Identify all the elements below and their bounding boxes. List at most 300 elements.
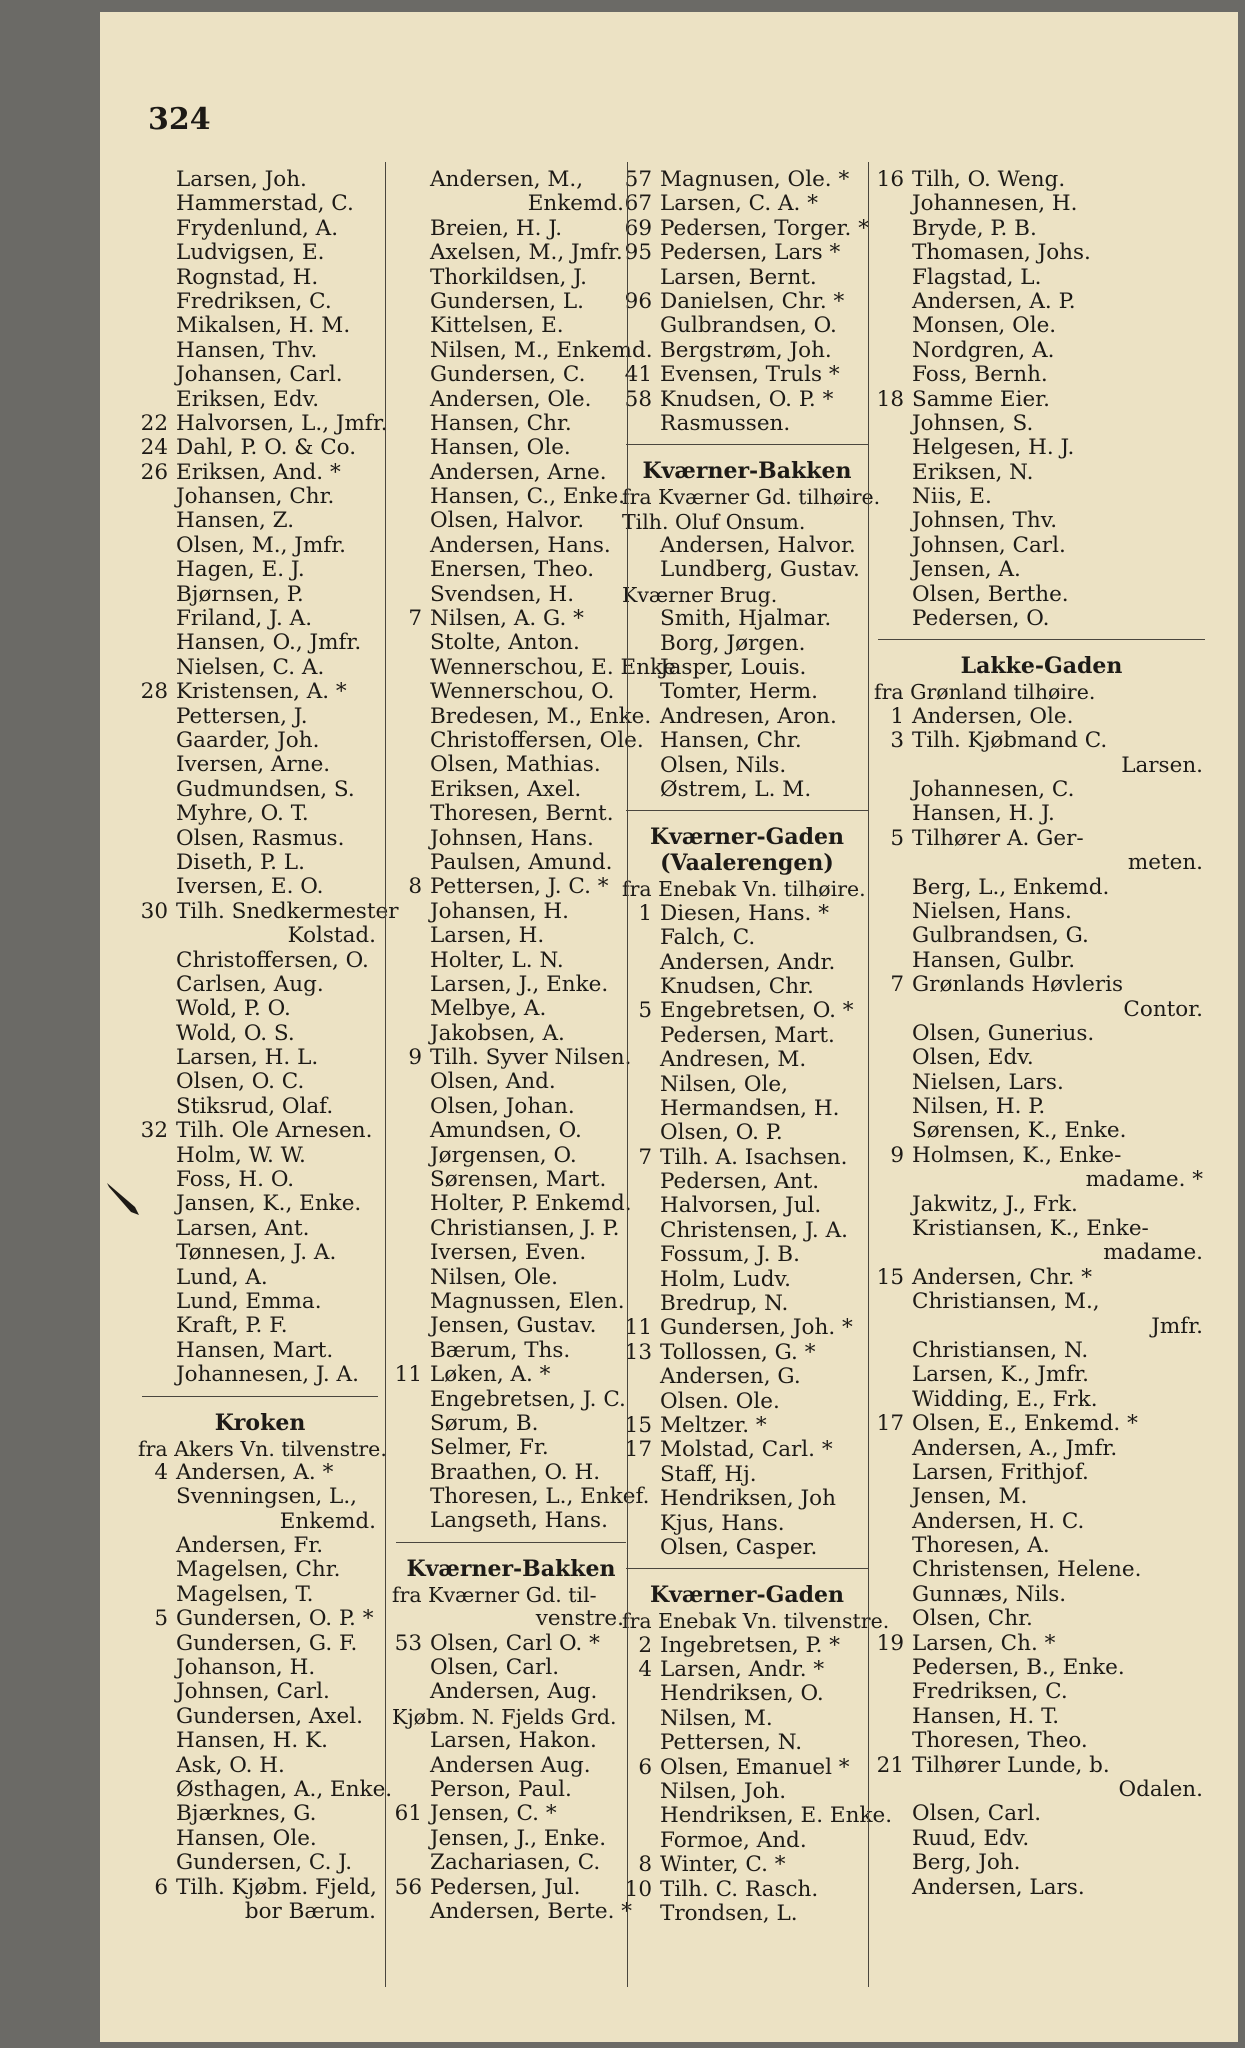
column-divider-1 xyxy=(385,162,386,1987)
house-number: 15 xyxy=(624,1412,652,1438)
resident-entry xyxy=(392,680,630,704)
resident-name: Evensen, Truls * xyxy=(660,362,840,388)
resident-entry xyxy=(874,1485,1209,1509)
resident-entry xyxy=(392,607,630,631)
resident-name: Johnsen, S. xyxy=(912,410,1034,436)
resident-name: Christoffersen, Ole. xyxy=(430,727,644,753)
house-number: 18 xyxy=(876,386,904,412)
resident-entry xyxy=(392,1266,630,1290)
resident-entry xyxy=(392,727,644,753)
resident-entry xyxy=(392,1119,630,1143)
street-heading: Lakke-Gaden xyxy=(960,653,1123,680)
resident-entry xyxy=(392,851,630,875)
house-number: 5 xyxy=(154,1606,168,1632)
resident-name: Pedersen, Ant. xyxy=(660,1169,820,1195)
house-number: 1 xyxy=(638,900,652,926)
resident-entry xyxy=(874,1827,1209,1851)
resident-entry xyxy=(138,1632,382,1656)
entry-continuation xyxy=(138,1900,382,1924)
resident-entry xyxy=(622,1170,872,1194)
resident-entry xyxy=(392,654,676,680)
resident-entry xyxy=(138,607,382,631)
resident-name: Tollossen, G. * xyxy=(660,1339,816,1365)
resident-entry xyxy=(392,534,630,558)
resident-entry xyxy=(874,314,1209,338)
resident-name: Larsen, J., Enke. xyxy=(430,971,609,997)
resident-entry xyxy=(622,1731,872,1755)
street-heading: Kværner-Gaden xyxy=(649,1582,845,1609)
resident-name: Christiansen, M., xyxy=(912,1289,1100,1315)
resident-entry xyxy=(392,461,630,485)
resident-entry xyxy=(874,583,1209,607)
entry-continuation xyxy=(874,1778,1209,1802)
resident-entry xyxy=(392,1851,630,1875)
resident-name: Andersen, Andr. xyxy=(660,949,836,975)
resident-name: Molstad, Carl. * xyxy=(660,1437,833,1463)
resident-name: Olsen, Berthe. xyxy=(912,581,1069,607)
resident-name: Brydе, P. B. xyxy=(912,215,1037,241)
resident-name: Bredrup, N. xyxy=(660,1291,789,1317)
resident-name: Jensen, Gustav. xyxy=(430,1313,597,1339)
resident-entry xyxy=(874,1412,1209,1436)
house-number: 53 xyxy=(394,1630,422,1656)
house-number: 9 xyxy=(890,1142,904,1168)
resident-entry xyxy=(138,485,382,509)
resident-entry xyxy=(392,1070,630,1094)
resident-name: Gundersen, C. J. xyxy=(176,1850,353,1876)
resident-entry xyxy=(874,900,1209,924)
resident-name: Kittelsen, E. xyxy=(430,313,564,339)
resident-entry xyxy=(874,1632,1209,1656)
resident-name: Eriksen, Axel. xyxy=(430,776,582,802)
resident-entry xyxy=(874,924,1209,948)
entry-continuation xyxy=(874,1241,1209,1265)
resident-name: Christiansen, N. xyxy=(912,1337,1089,1363)
street-note: Kværner Brug. xyxy=(622,582,778,607)
resident-entry xyxy=(622,1146,872,1170)
resident-name: Svendsen, H. xyxy=(430,581,575,607)
resident-entry xyxy=(874,1046,1209,1070)
resident-entry xyxy=(874,461,1209,485)
resident-name: Andersen, Arne. xyxy=(430,459,607,485)
resident-name: Østrem, L. M. xyxy=(660,776,812,802)
resident-name: Olsen, M., Jmfr. xyxy=(176,532,347,558)
resident-entry xyxy=(392,1802,630,1826)
resident-entry xyxy=(392,900,630,924)
resident-entry xyxy=(622,1268,872,1292)
resident-entry xyxy=(874,1193,1209,1217)
resident-name: Johansen, Chr. xyxy=(176,484,335,510)
resident-entry xyxy=(874,1558,1209,1582)
house-number: 8 xyxy=(408,874,422,900)
resident-entry xyxy=(138,1485,382,1509)
resident-name: Berg, L., Enkemd. xyxy=(912,874,1110,900)
resident-name: Kraft, P. F. xyxy=(176,1313,288,1339)
resident-entry xyxy=(138,1046,382,1070)
resident-name: Stiksrud, Olaf. xyxy=(176,1093,334,1119)
resident-entry xyxy=(622,999,872,1023)
resident-name: Jensen, J., Enke. xyxy=(430,1825,607,1851)
resident-name: Nilsen, Joh. xyxy=(660,1779,787,1805)
resident-entry xyxy=(138,583,382,607)
resident-entry xyxy=(392,290,630,314)
resident-entry xyxy=(622,1024,872,1048)
resident-entry xyxy=(138,631,382,655)
resident-name: Sørensen, K., Enke. xyxy=(912,1118,1127,1144)
resident-entry xyxy=(622,1341,872,1365)
resident-name: Pettersen, N. xyxy=(660,1730,803,1756)
column-divider-3 xyxy=(868,162,869,1987)
resident-entry xyxy=(138,1168,382,1192)
resident-entry xyxy=(622,339,872,363)
resident-entry xyxy=(622,168,872,192)
resident-entry xyxy=(392,631,630,655)
resident-entry xyxy=(622,1658,872,1682)
resident-name: Johanson, H. xyxy=(176,1655,316,1681)
resident-name: Larsen, K., Jmfr. xyxy=(912,1362,1089,1388)
resident-name: Thoresen, A. xyxy=(912,1533,1050,1559)
resident-name: Andersen Aug. xyxy=(430,1752,591,1778)
resident-name: Jasper, Louis. xyxy=(660,655,807,681)
resident-entry xyxy=(392,1339,630,1363)
resident-name: Friland, J. A. xyxy=(176,606,313,632)
resident-entry xyxy=(392,703,652,729)
resident-entry xyxy=(622,1194,872,1218)
resident-entry xyxy=(392,1314,630,1338)
resident-name: Lundberg, Gustav. xyxy=(660,557,860,583)
resident-name: Danielsen, Chr. * xyxy=(660,288,845,314)
resident-entry xyxy=(392,436,630,460)
resident-entry xyxy=(392,1656,630,1680)
resident-entry xyxy=(392,217,630,241)
resident-name: Tilhører A. Ger- xyxy=(912,825,1084,851)
street-note: fra Enebak Vn. tilvenstre. xyxy=(622,1609,890,1634)
resident-entry xyxy=(622,607,872,631)
resident-name: Andersen, Halvor. xyxy=(660,533,856,559)
resident-entry xyxy=(392,924,630,948)
resident-name: Lund, A. xyxy=(176,1264,268,1290)
resident-name: Svenningsen, L., xyxy=(176,1484,357,1510)
resident-entry xyxy=(874,1022,1209,1046)
resident-entry xyxy=(392,1778,630,1802)
resident-entry xyxy=(138,461,382,485)
directory-page xyxy=(100,12,1238,2042)
resident-name: Gaarder, Joh. xyxy=(176,727,320,753)
resident-name: Samme Eier. xyxy=(912,386,1050,412)
resident-name: Berg, Joh. xyxy=(912,1850,1021,1876)
resident-entry xyxy=(138,388,382,412)
resident-name: Hammerstad, C. xyxy=(176,191,354,217)
resident-entry xyxy=(138,217,382,241)
resident-entry xyxy=(392,1412,630,1436)
resident-entry xyxy=(138,1119,382,1143)
street-note: fra Grønland tilhøire. xyxy=(874,680,1096,705)
resident-name: Stolte, Anton. xyxy=(430,630,580,656)
resident-name: Smith, Hjalmar. xyxy=(660,606,832,632)
resident-name: Foss, H. O. xyxy=(176,1167,295,1193)
resident-name: Rognstad, H. xyxy=(176,264,319,290)
resident-name: Selmer, Fr. xyxy=(430,1435,549,1461)
pointing-hand-icon xyxy=(105,1179,145,1219)
resident-entry xyxy=(622,1634,872,1658)
resident-name: Hansen, C., Enke. xyxy=(430,484,626,510)
resident-entry xyxy=(392,997,630,1021)
resident-entry xyxy=(392,168,630,192)
resident-entry xyxy=(874,168,1209,192)
resident-entry xyxy=(138,1339,382,1363)
house-number: 11 xyxy=(624,1315,652,1341)
resident-name: Zachariasen, C. xyxy=(430,1850,601,1876)
street-note: fra Enebak Vn. tilhøire. xyxy=(622,877,866,902)
resident-entry xyxy=(138,1144,382,1168)
resident-entry xyxy=(138,997,382,1021)
resident-name: Thomasen, Johs. xyxy=(912,240,1091,266)
resident-entry xyxy=(622,632,872,656)
resident-entry xyxy=(874,607,1209,631)
resident-name: Larsen, Hakon. xyxy=(430,1728,597,1754)
resident-name: Eriksen, Edv. xyxy=(176,386,320,412)
resident-name: Nielsen, Hans. xyxy=(912,898,1072,924)
resident-entry xyxy=(138,851,382,875)
resident-entry xyxy=(138,1607,382,1631)
resident-entry xyxy=(622,1780,872,1804)
resident-name: Bergstrøm, Joh. xyxy=(660,337,832,363)
resident-name: Myhre, O. T. xyxy=(176,801,309,827)
resident-entry xyxy=(392,583,630,607)
resident-name: Formoe, And. xyxy=(660,1827,807,1853)
street-note: Kjøbm. N. Fjelds Grd. xyxy=(392,1704,617,1729)
house-number: 6 xyxy=(154,1874,168,1900)
section-rule xyxy=(142,1396,378,1397)
house-number: 7 xyxy=(890,972,904,998)
entry-continuation xyxy=(874,851,1209,875)
resident-entry xyxy=(392,1632,630,1656)
resident-name: Langseth, Hans. xyxy=(430,1508,608,1534)
resident-name: Bredesen, M., Enke. xyxy=(430,703,652,729)
resident-entry xyxy=(874,558,1209,582)
resident-name: Bjærknes, G. xyxy=(176,1801,317,1827)
resident-entry xyxy=(874,1802,1209,1826)
resident-name: Johannesen, J. A. xyxy=(176,1362,359,1388)
resident-entry xyxy=(874,778,1209,802)
resident-name: Knudsen, Chr. xyxy=(660,973,814,999)
resident-entry xyxy=(874,1705,1209,1729)
resident-name: Jørgensen, O. xyxy=(430,1142,577,1168)
entry-continuation xyxy=(138,924,382,948)
house-number: 2 xyxy=(638,1632,652,1658)
resident-entry xyxy=(138,753,382,777)
resident-name: Larsen, Joh. xyxy=(176,167,307,192)
house-number: 4 xyxy=(638,1657,652,1683)
resident-entry xyxy=(622,192,872,216)
resident-name: Wennerschou, E. Enke xyxy=(430,654,676,680)
resident-name: Gundersen, Joh. * xyxy=(660,1315,853,1341)
resident-entry xyxy=(392,558,630,582)
resident-name: Larsen, Bernt. xyxy=(660,264,817,290)
resident-name: Gundersen, O. P. * xyxy=(176,1606,374,1632)
resident-entry xyxy=(622,778,872,802)
resident-entry xyxy=(874,266,1209,290)
resident-entry xyxy=(392,1046,630,1070)
resident-entry xyxy=(392,1022,630,1046)
entry-continuation xyxy=(138,1510,382,1534)
resident-entry xyxy=(138,241,382,265)
resident-name: Diesen, Hans. * xyxy=(660,900,829,926)
resident-name: Meltzer. * xyxy=(660,1412,767,1438)
resident-name: Fredriksen, C. xyxy=(176,288,332,314)
house-number: 16 xyxy=(876,167,904,192)
resident-entry xyxy=(138,1363,382,1387)
resident-entry xyxy=(392,875,630,899)
resident-entry xyxy=(622,534,872,558)
resident-entry xyxy=(138,1754,382,1778)
resident-entry xyxy=(622,1707,872,1731)
resident-name: Magelsen, Chr. xyxy=(176,1557,341,1583)
resident-entry xyxy=(874,876,1209,900)
resident-entry xyxy=(138,1705,382,1729)
resident-entry xyxy=(622,558,872,582)
resident-name: Christensen, J. A. xyxy=(660,1217,848,1243)
resident-name: Christoffersen, O. xyxy=(176,947,369,973)
resident-entry xyxy=(138,534,382,558)
resident-name: Olsen, Halvor. xyxy=(430,508,585,534)
house-number: 69 xyxy=(624,215,652,241)
continuation-text: venstre. xyxy=(535,1606,624,1632)
resident-name: Mikalsen, H. M. xyxy=(176,313,351,339)
resident-name: Østhagen, A., Enke. xyxy=(176,1777,393,1802)
resident-entry xyxy=(138,192,382,216)
resident-name: Kristiansen, K., Enke- xyxy=(912,1216,1149,1242)
resident-name: Hansen, Z. xyxy=(176,508,295,534)
resident-name: Tilh. Syver Nilsen. xyxy=(430,1045,632,1071)
resident-name: Hendriksen, O. xyxy=(660,1681,824,1707)
resident-entry xyxy=(622,1756,872,1780)
resident-name: Gulbrandsen, O. xyxy=(660,313,837,339)
resident-entry xyxy=(392,1680,630,1704)
resident-name: Andersen, M., xyxy=(430,167,584,192)
house-number: 6 xyxy=(638,1754,652,1780)
resident-entry xyxy=(138,1192,382,1216)
resident-name: Pedersen, B., Enke. xyxy=(912,1655,1125,1681)
resident-name: Thorkildsen, J. xyxy=(430,264,588,290)
resident-name: Tilh. Kjøbm. Fjeld, xyxy=(176,1874,377,1900)
resident-entry xyxy=(138,656,382,680)
resident-name: Olsen, Carl O. * xyxy=(430,1630,600,1656)
section-rule xyxy=(878,639,1205,640)
resident-name: Tilhører Lunde, b. xyxy=(912,1752,1110,1778)
resident-name: Hendriksen, Joh xyxy=(660,1486,836,1512)
house-number: 3 xyxy=(890,728,904,754)
resident-entry xyxy=(874,1876,1209,1900)
resident-name: Widding, E., Frk. xyxy=(912,1386,1098,1412)
street-note: fra Kværner Gd. til- xyxy=(392,1582,597,1607)
column-4 xyxy=(874,168,1209,1900)
house-number: 11 xyxy=(394,1362,422,1388)
resident-entry xyxy=(138,266,382,290)
resident-name: Andersen, A. P. xyxy=(912,288,1076,314)
resident-name: Johnsen, Thv. xyxy=(912,508,1058,534)
resident-name: Larsen, H. L. xyxy=(176,1045,319,1071)
resident-entry xyxy=(392,1729,630,1753)
resident-entry xyxy=(392,1388,630,1412)
resident-entry xyxy=(392,1217,630,1241)
resident-name: Jensen, C. * xyxy=(430,1801,557,1827)
resident-entry xyxy=(392,753,630,777)
resident-entry xyxy=(622,1073,872,1097)
resident-entry xyxy=(138,729,382,753)
resident-name: Magnusen, Ole. * xyxy=(660,167,850,192)
resident-name: Johansen, Carl. xyxy=(176,362,343,388)
continuation-text: Larsen. xyxy=(1121,752,1203,778)
resident-name: Hansen, Thv. xyxy=(176,337,318,363)
resident-entry xyxy=(622,412,872,436)
resident-name: Holm, Ludv. xyxy=(660,1266,791,1292)
resident-entry xyxy=(874,290,1209,314)
resident-name: Trondsen, L. xyxy=(660,1901,798,1926)
resident-name: Niis, E. xyxy=(912,484,992,510)
resident-entry xyxy=(622,1243,872,1267)
resident-name: Olsen. Ole. xyxy=(660,1388,780,1414)
resident-entry xyxy=(392,509,630,533)
resident-entry xyxy=(138,949,382,973)
resident-entry xyxy=(392,1876,630,1900)
resident-name: Nilsen, Ole. xyxy=(430,1264,558,1290)
resident-entry xyxy=(622,1512,872,1536)
resident-name: Carlsen, Aug. xyxy=(176,971,324,997)
resident-name: Tilh. A. Isachsen. xyxy=(660,1144,848,1170)
resident-name: Gundersen, Axel. xyxy=(176,1703,363,1729)
resident-entry xyxy=(874,339,1209,363)
resident-name: Jensen, A. xyxy=(912,557,1021,583)
resident-entry xyxy=(392,1436,630,1460)
resident-name: Pettersen, J. C. * xyxy=(430,874,609,900)
resident-name: Olsen, Gunerius. xyxy=(912,1020,1095,1046)
resident-entry xyxy=(392,363,630,387)
resident-entry xyxy=(622,1803,893,1829)
house-number: 61 xyxy=(394,1801,422,1827)
resident-entry xyxy=(138,973,382,997)
continuation-text: Enkemd. xyxy=(279,1508,376,1534)
resident-entry xyxy=(138,1314,382,1338)
resident-entry xyxy=(622,1048,872,1072)
resident-name: Gundersen, C. xyxy=(430,362,586,388)
continuation-text: madame. xyxy=(1103,1240,1203,1266)
resident-entry xyxy=(392,412,630,436)
resident-name: Ruud, Edv. xyxy=(912,1825,1030,1851)
resident-name: Olsen, And. xyxy=(430,1069,556,1095)
continuation-text: Enkemd. xyxy=(527,191,624,217)
resident-name: Amundsen, O. xyxy=(430,1118,582,1144)
resident-entry xyxy=(138,558,382,582)
resident-entry xyxy=(138,1217,382,1241)
house-number: 15 xyxy=(876,1264,904,1290)
resident-name: Jakwitz, J., Frk. xyxy=(912,1191,1078,1217)
street-heading: Kværner-Bakken xyxy=(406,1555,616,1582)
resident-name: Andersen, Lars. xyxy=(912,1874,1085,1900)
resident-name: Magelsen, T. xyxy=(176,1581,314,1607)
resident-entry xyxy=(874,1656,1209,1680)
resident-entry xyxy=(874,534,1209,558)
resident-entry xyxy=(874,1144,1209,1168)
resident-name: Hansen, Chr. xyxy=(430,410,572,436)
resident-entry xyxy=(874,1266,1209,1290)
resident-name: Holmsen, K., Enke- xyxy=(912,1142,1122,1168)
resident-name: Hendriksen, E. Enke. xyxy=(660,1803,893,1829)
resident-name: Helgesen, H. J. xyxy=(912,435,1075,461)
resident-name: Gundersen, L. xyxy=(430,288,585,314)
resident-entry xyxy=(622,1365,872,1389)
resident-entry xyxy=(138,509,382,533)
